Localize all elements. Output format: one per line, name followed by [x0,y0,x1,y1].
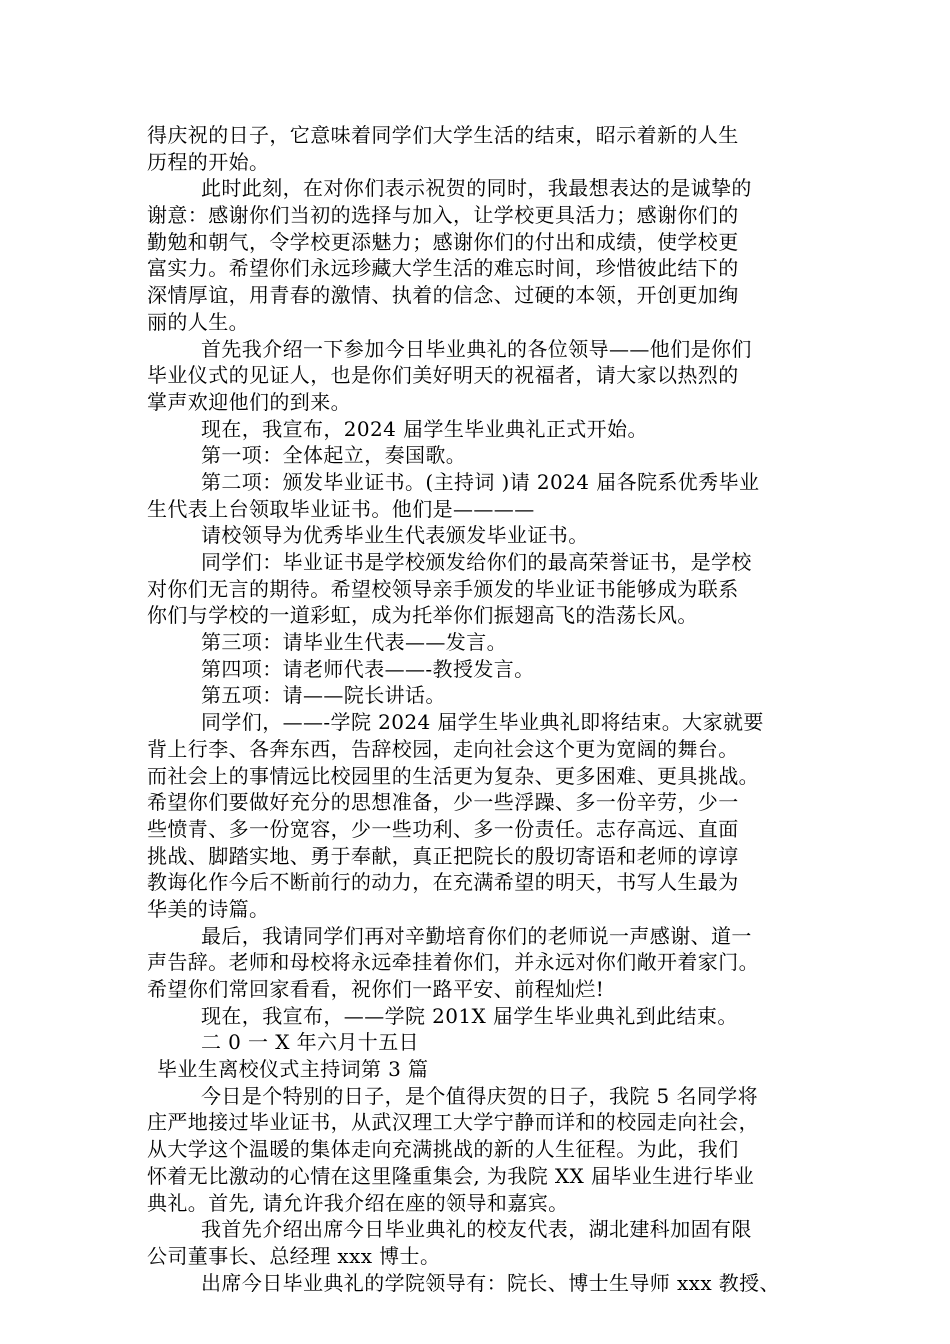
text-line: 华美的诗篇。 [147,896,270,921]
text-line: 怀着无比激动的心情在这里隆重集会, 为我院 XX 届毕业生进行毕业 [147,1163,755,1188]
text-line: 第三项：请毕业生代表——发言。 [201,630,507,655]
text-line: 些愤青、多一份宽容，少一些功利、多一份责任。志存高远、直面 [147,816,739,841]
text-line: 挑战、脚踏实地、勇于奉献，真正把院长的殷切寄语和老师的谆谆 [147,843,739,868]
document-page [147,122,827,1296]
text-line: 同学们，——-学院 2024 届学生毕业典礼即将结束。大家就要 [201,710,764,735]
text-line: 深情厚谊，用青春的激情、执着的信念、过硬的本领，开创更加绚 [147,283,739,308]
text-line: 背上行李、各奔东西，告辞校园，走向社会这个更为宽阔的舞台。 [147,736,739,761]
text-line: 现在，我宣布，2024 届学生毕业典礼正式开始。 [201,416,648,441]
text-line: 声告辞。老师和母校将永远牵挂着你们，并永远对你们敞开着家门。 [147,950,759,975]
section-heading: 毕业生离校仪式主持词第 3 篇 [157,1057,429,1082]
text-line: 最后，我请同学们再对辛勤培育你们的老师说一声感谢、道一 [201,923,752,948]
text-line: 此时此刻，在对你们表示祝贺的同时，我最想表达的是诚挚的 [201,176,752,201]
text-line: 谢意：感谢你们当初的选择与加入，让学校更具活力；感谢你们的 [147,203,739,228]
text-line: 历程的开始。 [147,149,270,174]
text-line: 二 0 一 X 年六月十五日 [201,1030,419,1055]
text-line: 生代表上台领取毕业证书。他们是———— [147,496,535,521]
text-line: 第五项：请——院长讲话。 [201,683,446,708]
text-line: 公司董事长、总经理 xxx 博士。 [147,1243,441,1268]
text-line: 同学们：毕业证书是学校颁发给你们的最高荣誉证书，是学校 [201,550,752,574]
text-line: 得庆祝的日子，它意味着同学们大学生活的结束，昭示着新的人生 [147,123,739,147]
text-line: 而社会上的事情远比校园里的生活更为复杂、更多困难、更具挑战。 [147,763,759,788]
text-line: 教诲化作今后不断前行的动力，在充满希望的明天，书写人生最为 [147,870,739,895]
text-line: 典礼。首先, 请允许我介绍在座的领导和嘉宾。 [147,1190,569,1215]
text-line: 首先我介绍一下参加今日毕业典礼的各位领导——他们是你们 [201,336,752,361]
text-line: 第一项：全体起立，奏国歌。 [201,443,467,468]
text-line: 请校领导为优秀毕业生代表颁发毕业证书。 [201,523,589,548]
text-line: 从大学这个温暖的集体走向充满挑战的新的人生征程。为此，我们 [147,1137,739,1162]
text-line: 出席今日毕业典礼的学院领导有：院长、博士生导师 xxx 教授、 [201,1270,780,1295]
text-line: 勤勉和朝气，令学校更添魅力；感谢你们的付出和成绩，使学校更 [147,229,739,254]
text-line: 丽的人生。 [147,309,249,334]
text-line: 第四项：请老师代表——-教授发言。 [201,656,535,681]
text-line: 富实力。希望你们永远珍藏大学生活的难忘时间，珍惜彼此结下的 [147,256,739,281]
text-line: 我首先介绍出席今日毕业典礼的校友代表，湖北建科加固有限 [201,1217,752,1242]
text-line: 希望你们常回家看看，祝你们一路平安、前程灿烂! [147,977,605,1001]
text-line: 现在，我宣布，——学院 201X 届学生毕业典礼到此结束。 [201,1003,738,1028]
text-line: 对你们无言的期待。希望校领导亲手颁发的毕业证书能够成为联系 [147,576,739,601]
text-line: 掌声欢迎他们的到来。 [147,389,351,414]
text-line: 庄严地接过毕业证书，从武汉理工大学宁静而详和的校园走向社会， [147,1110,759,1135]
text-line: 希望你们要做好充分的思想准备，少一些浮躁、多一份辛劳，少一 [147,790,739,815]
text-line: 第二项：颁发毕业证书。(主持词 )请 2024 届各院系优秀毕业 [201,469,760,494]
text-line: 今日是个特别的日子，是个值得庆贺的日子，我院 5 名同学将 [201,1083,759,1108]
text-line: 你们与学校的一道彩虹，成为托举你们振翅高飞的浩荡长风。 [147,603,698,628]
text-line: 毕业仪式的见证人，也是你们美好明天的祝福者，请大家以热烈的 [147,363,739,388]
